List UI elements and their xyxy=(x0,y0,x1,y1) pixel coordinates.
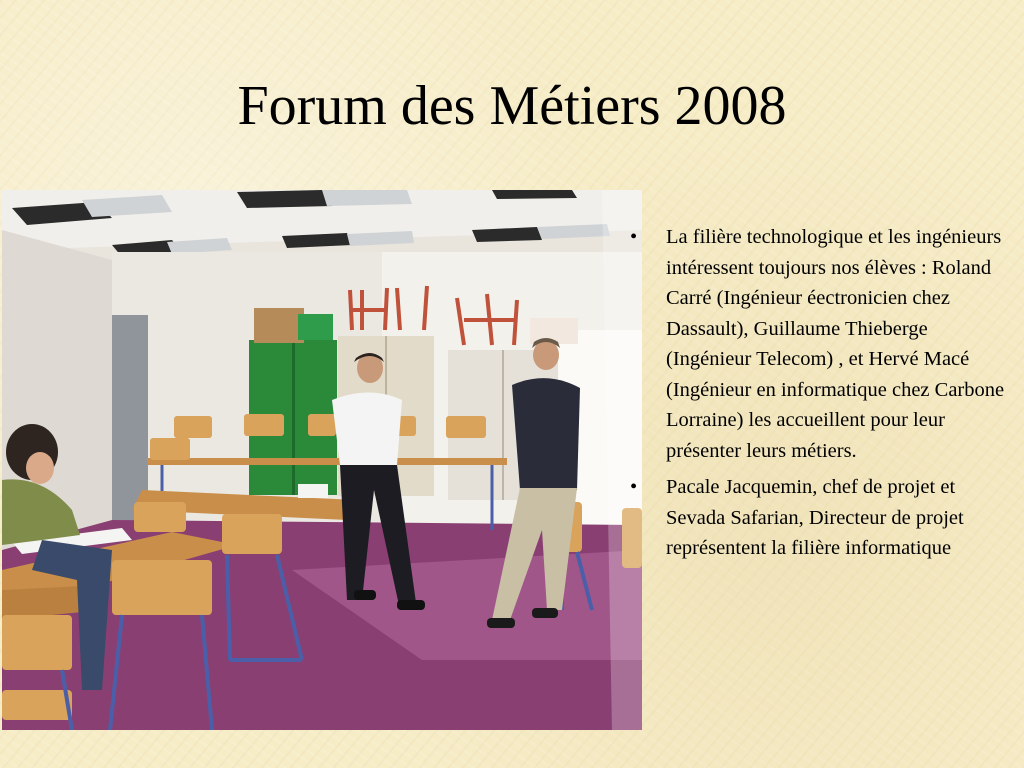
text-block xyxy=(622,222,1014,570)
bullet-text: La filière technologique et les ingénieurs intéressent toujours nos élèves : Roland Carré (Ingénieur éectronicien chez Dassault), Guillaume Thieberge (Ingénieur Telecom) , et Hervé Macé (Ingénieur en informatique chez Carbone Lorraine) les accueillent pour leur présenter leurs métiers. xyxy=(666,226,1005,462)
bullet-text: Pacale Jacquemin, chef de projet et Sevada Safarian, Directeur de projet représentent la filière informatique xyxy=(666,476,964,559)
list-item xyxy=(622,222,1014,466)
bullet-marker: • xyxy=(630,476,638,498)
bullet-marker: • xyxy=(630,226,638,248)
slide-title: Forum des Métiers 2008 xyxy=(237,75,787,137)
list-item xyxy=(622,472,1014,564)
bullet-list xyxy=(622,222,1014,564)
classroom-photo xyxy=(2,190,642,730)
